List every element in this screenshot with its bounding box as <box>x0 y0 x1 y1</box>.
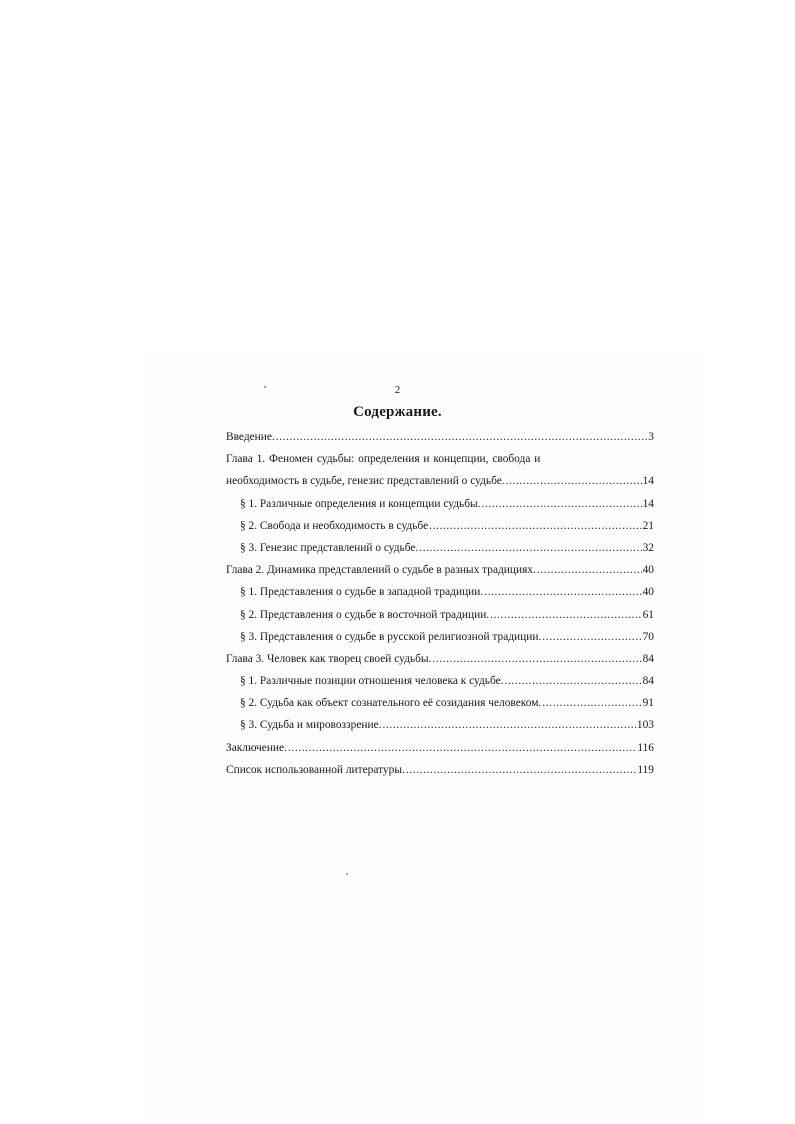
toc-leader-dots <box>537 559 642 581</box>
toc-leader-dots <box>506 470 642 492</box>
toc-entry <box>226 426 654 448</box>
toc-entry-page: 91 <box>642 697 654 710</box>
toc-entry-page: 3 <box>648 431 654 443</box>
toc-entry <box>226 604 654 626</box>
toc-entry <box>226 737 654 759</box>
toc-entry-label: § 3. Генезис представлений о судьбе. <box>240 541 419 554</box>
page-number: 2 <box>394 384 401 396</box>
toc-entry <box>226 714 654 736</box>
toc-entry-page: 40 <box>642 586 654 599</box>
toc-entry-label: Глава 3. Человек как творец своей судьбы. <box>226 652 432 665</box>
toc-leader-dots <box>276 426 648 448</box>
toc-entry-label: § 3. Судьба и мировоззрение. <box>240 719 382 732</box>
toc-entry-page: 119 <box>637 763 654 776</box>
toc-leader-dots <box>429 515 641 537</box>
toc-entry-label: Список использованной литературы. <box>226 763 405 776</box>
toc-entry-label: § 2. Представления о судьбе в восточной традиции. <box>240 608 490 621</box>
toc-entry-label: Введение. <box>226 431 275 443</box>
toc-entry <box>226 470 654 492</box>
toc-title: Содержание. <box>353 404 442 420</box>
scan-speck <box>346 873 348 875</box>
toc-entry-page: 14 <box>642 475 654 488</box>
toc-entry-label: § 2. Свобода и необходимость в судьбе <box>240 519 429 532</box>
toc-entry <box>226 626 654 648</box>
toc-entry <box>226 581 654 603</box>
toc-entry-label: § 2. Судьба как объект сознательного её созидания человеком. <box>240 697 542 710</box>
toc-leader-dots <box>432 648 641 670</box>
toc-entry-page: 84 <box>642 652 654 665</box>
toc-entry-label: Заключение. <box>226 741 287 754</box>
toc-entry-page: 116 <box>637 741 654 754</box>
toc-entry <box>226 692 654 714</box>
toc-leader-dots <box>383 714 636 736</box>
toc-entry <box>226 648 654 670</box>
toc-entry-page: 70 <box>642 630 654 643</box>
toc-leader-dots <box>484 581 641 603</box>
toc-leader-dots <box>288 737 636 759</box>
toc-leader-dots <box>505 670 642 692</box>
toc-leader-dots <box>406 759 637 781</box>
toc-entry-page: 14 <box>642 497 654 510</box>
toc-entry <box>226 493 654 515</box>
toc-leader-dots <box>542 692 641 714</box>
toc-entry-label: Глава 1. Феномен судьбы: определения и концепции, свобода и <box>226 453 541 466</box>
toc-entry <box>226 448 654 470</box>
toc-entry <box>226 515 654 537</box>
toc-entry-page: 32 <box>642 541 654 554</box>
toc-entry-label: необходимость в судьбе, генезис представлений о судьбе. <box>226 475 505 488</box>
toc-entry-label: § 1. Представления о судьбе в западной традиции. <box>240 586 484 599</box>
toc-entry-label: § 1. Различные определения и концепции судьбы. <box>240 497 481 510</box>
toc-entry <box>226 759 654 781</box>
table-of-contents <box>226 426 654 781</box>
toc-leader-dots <box>482 493 642 515</box>
toc-entry <box>226 537 654 559</box>
toc-entry-label: § 3. Представления о судьбе в русской религиозной традиции. <box>240 630 542 643</box>
toc-leader-dots <box>419 537 641 559</box>
toc-entry-page: 61 <box>642 608 654 621</box>
toc-entry-label: Глава 2. Динамика представлений о судьбе в разных традициях. <box>226 564 536 577</box>
toc-leader-dots <box>542 626 641 648</box>
toc-entry <box>226 670 654 692</box>
toc-entry-label: § 1. Различные позиции отношения человека к судьбе. <box>240 675 504 688</box>
toc-entry-page: 103 <box>636 719 654 732</box>
toc-entry-page: 84 <box>642 675 654 688</box>
toc-entry-page: 40 <box>642 564 654 577</box>
toc-entry <box>226 559 654 581</box>
toc-entry-page: 21 <box>642 519 654 532</box>
toc-leader-dots <box>490 604 641 626</box>
